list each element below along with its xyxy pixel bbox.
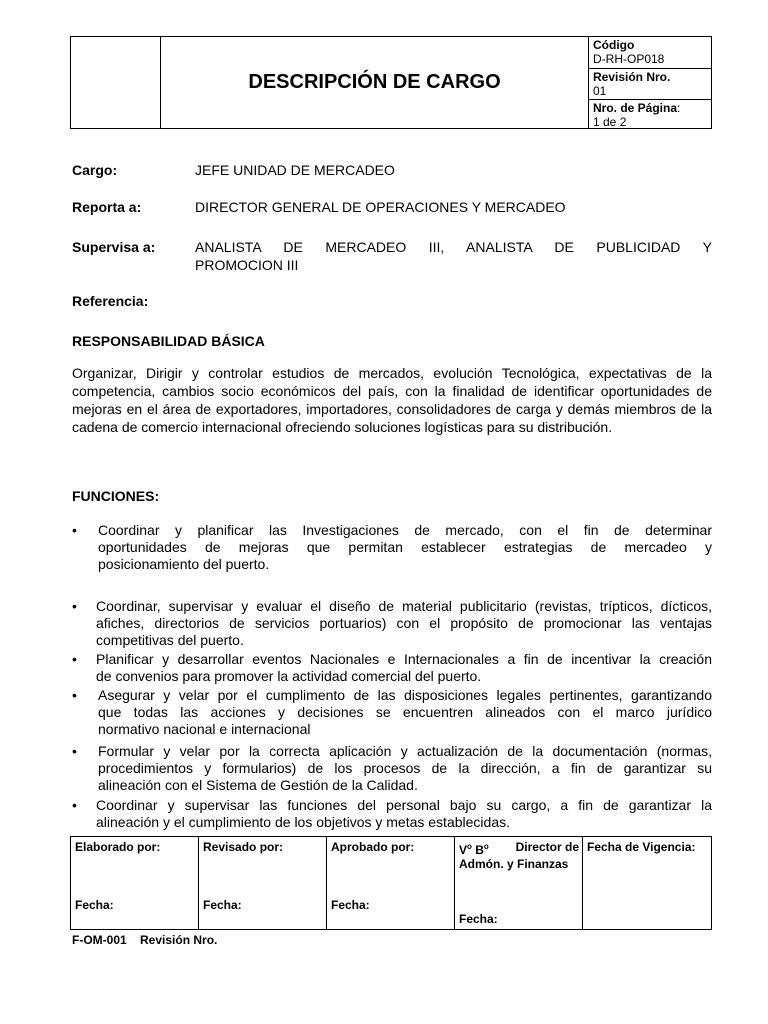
codigo-label: Código xyxy=(593,38,635,52)
revisado-label: Revisado por: xyxy=(203,840,284,854)
fecha-label: Fecha: xyxy=(459,912,498,926)
funcion-line: que todas las acciones y decisiones se encuentren alineados con el marco jurídico xyxy=(98,704,712,720)
supervisa-value-line1: ANALISTA DE MERCADEO III, ANALISTA DE PUBLICIDAD Y xyxy=(195,239,712,255)
pagina-label: Nro. de Página xyxy=(593,101,678,115)
funcion-line: posicionamiento del puerto. xyxy=(98,556,270,572)
cargo-value: JEFE UNIDAD DE MERCADEO xyxy=(195,162,395,178)
funcion-line: normativo nacional e internacional xyxy=(98,721,311,737)
aprobado-cell xyxy=(327,837,455,929)
supervisa-value-line2: PROMOCION III xyxy=(195,257,299,273)
form-code: F-OM-001 Revisión Nro. xyxy=(72,933,218,947)
funcion-line: competitivas del puerto. xyxy=(96,632,244,648)
logo-cell xyxy=(71,37,161,128)
funcion-line: alineación y el cumplimiento de los objetivos y metas establecidas. xyxy=(96,814,510,830)
bullet-icon: • xyxy=(72,687,77,703)
reporta-value: DIRECTOR GENERAL DE OPERACIONES Y MERCADEO xyxy=(195,199,566,215)
bullet-icon: • xyxy=(72,797,77,813)
funcion-line: de convenios para promover la actividad comercial del puerto. xyxy=(96,668,482,684)
funcion-line: Planificar y desarrollar eventos Nacionales e Internacionales a fin de incentivar la creación xyxy=(96,651,712,667)
funcion-line: Coordinar y supervisar las funciones del personal bajo su cargo, a fin de garantizar la xyxy=(96,797,712,813)
pagina-colon: : xyxy=(677,101,681,115)
responsabilidad-text: Organizar, Dirigir y controlar estudios de mercados, evolución Tecnológica, expectativas de la competencia, cambios socio económicos del país, con la finalidad de identificar oportunidades de mejoras en el área de exportadores, importadores, consolidadores de carga y demás miembros de la cadena de comercio internacional ofreciendo soluciones logísticas para su distribución. xyxy=(72,365,712,435)
elaborado-cell xyxy=(71,837,199,929)
revisado-cell xyxy=(199,837,327,929)
bullet-icon: • xyxy=(72,651,77,667)
codigo-value: D-RH-OP018 xyxy=(593,52,665,66)
fecha-label: Fecha: xyxy=(203,898,242,912)
pagina-value: 1 de 2 xyxy=(593,115,627,129)
funcion-line: alineación con el Sistema de Gestión de la Calidad. xyxy=(98,777,418,793)
fecha-label: Fecha: xyxy=(75,898,114,912)
referencia-label: Referencia: xyxy=(72,293,149,309)
revision-value: 01 xyxy=(593,84,607,98)
bullet-icon: • xyxy=(72,522,77,538)
funcion-line: afiches, directorios de servicios portuarios) con el propósito de promocionar las ventajas xyxy=(96,615,712,631)
fecha-label: Fecha: xyxy=(331,898,370,912)
vigencia-label: Fecha de Vigencia: xyxy=(587,840,696,854)
funcion-line: Formular y velar por la correcta aplicación y actualización de la documentación (normas, xyxy=(98,743,712,759)
funcion-line: Coordinar, supervisar y evaluar el diseño de material publicitario (revistas, trípticos, dícticos, xyxy=(96,598,712,614)
vobo-label: $V^o$ $B^o$ Director de Admón. y Finanzas xyxy=(459,840,579,871)
document-meta xyxy=(589,37,711,128)
bullet-icon: • xyxy=(72,743,77,759)
funcion-line: Asegurar y velar por el cumplimento de las disposiciones legales pertinentes, garantizando xyxy=(98,687,712,703)
aprobado-label: Aprobado por: xyxy=(331,840,415,854)
pagina-cell xyxy=(589,99,711,130)
cargo-label: Cargo: xyxy=(72,162,118,178)
reporta-label: Reporta a: xyxy=(72,199,142,215)
funciones-heading: FUNCIONES: xyxy=(72,488,160,504)
codigo-cell xyxy=(589,37,711,68)
funcion-line: oportunidades de mejoras que permitan establecer estrategias de mercadeo y xyxy=(98,539,712,555)
revision-label: Revisión Nro. xyxy=(593,70,671,84)
vobo-cell xyxy=(455,837,583,929)
revision-cell xyxy=(589,68,711,99)
funcion-line: Coordinar y planificar las Investigaciones de mercado, con el fin de determinar xyxy=(98,522,712,538)
elaborado-label: Elaborado por: xyxy=(75,840,161,854)
supervisa-label: Supervisa a: xyxy=(72,239,156,255)
bullet-icon: • xyxy=(72,598,77,614)
document-header-table xyxy=(70,36,712,129)
funcion-line: procedimientos y formularios) de los procesos de la dirección, a fin de garantizar su xyxy=(98,760,712,776)
approval-table xyxy=(70,836,712,930)
vigencia-cell xyxy=(583,837,711,929)
document-title: DESCRIPCIÓN DE CARGO xyxy=(161,37,589,128)
responsabilidad-heading: RESPONSABILIDAD BÁSICA xyxy=(72,333,265,349)
